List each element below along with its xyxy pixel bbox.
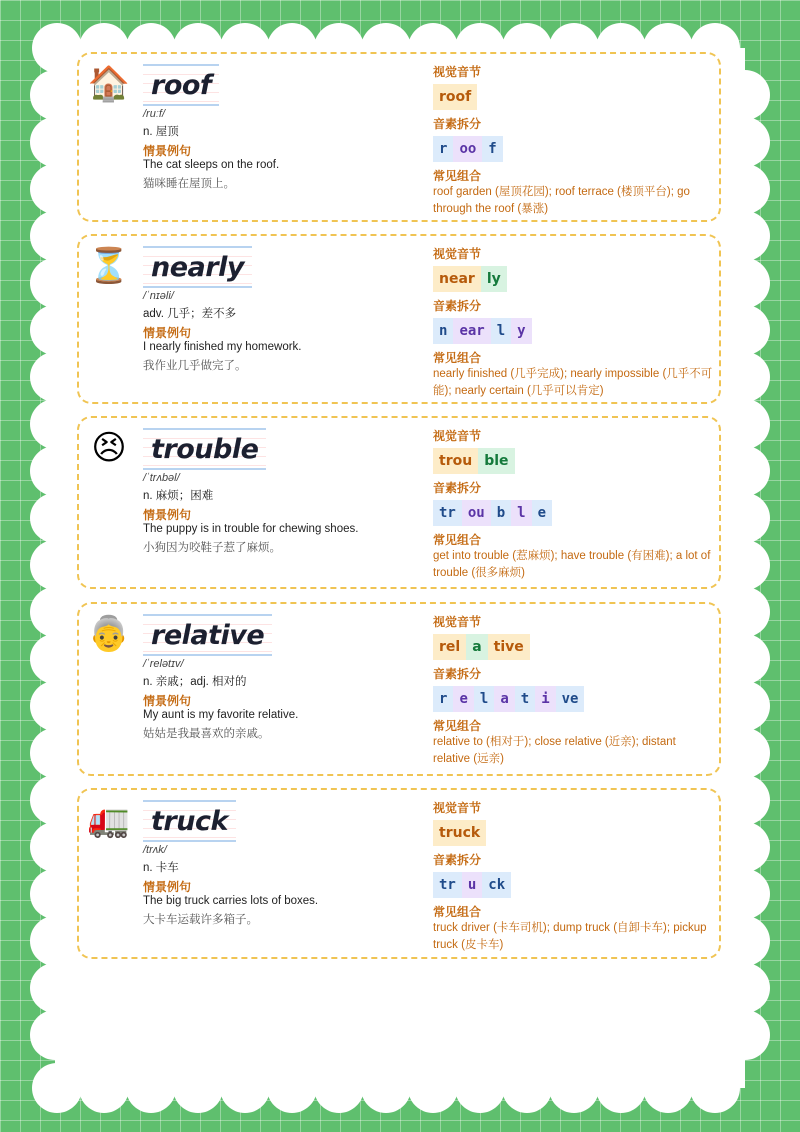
scallop-bump	[32, 1063, 82, 1113]
example-heading: 情景例句	[143, 326, 192, 340]
phoneme-chip: y	[511, 318, 531, 344]
vocabulary-card	[77, 52, 721, 222]
phoneme-split-heading: 音素拆分	[433, 117, 482, 131]
phonetic-transcription: /ˈtrʌbəl/	[143, 472, 180, 484]
word-headline: truck	[151, 805, 228, 837]
phoneme-chip: tr	[433, 500, 462, 526]
phoneme-chips	[433, 872, 715, 898]
scallop-bump	[79, 1063, 129, 1113]
scallop-bump	[720, 446, 770, 496]
phoneme-chip: a	[494, 686, 514, 712]
phonetic-transcription: /trʌk/	[143, 844, 167, 856]
word-meaning: n. 麻烦；困难	[143, 490, 214, 502]
visual-syllables-heading: 视觉音节	[433, 801, 482, 815]
common-combinations-heading: 常见组合	[433, 169, 482, 183]
phoneme-chip: u	[462, 872, 482, 898]
scallop-bump	[720, 728, 770, 778]
common-combinations-heading: 常见组合	[433, 905, 482, 919]
visual-syllables-heading: 视觉音节	[433, 65, 482, 79]
phoneme-chip: l	[511, 500, 531, 526]
scallop-bump	[690, 1063, 740, 1113]
syllable-chip: roof	[433, 84, 477, 110]
phoneme-chips	[433, 500, 715, 526]
scallop-bump	[30, 446, 80, 496]
scallop-bump	[30, 399, 80, 449]
common-combinations-heading: 常见组合	[433, 719, 482, 733]
phoneme-chip: l	[474, 686, 494, 712]
scallop-bump	[30, 305, 80, 355]
visual-syllables-heading: 视觉音节	[433, 429, 482, 443]
scallop-bump	[720, 493, 770, 543]
phonetic-transcription: /ˈrelətɪv/	[143, 658, 184, 670]
phoneme-chips	[433, 318, 715, 344]
common-combinations-heading: 常见组合	[433, 533, 482, 547]
syllable-chip: near	[433, 266, 481, 292]
scallop-bump	[30, 681, 80, 731]
phoneme-chip: oo	[453, 136, 482, 162]
scallop-bump	[720, 963, 770, 1013]
example-heading: 情景例句	[143, 694, 192, 708]
syllable-chips	[433, 820, 715, 846]
scallop-bump	[720, 587, 770, 637]
vocabulary-card	[77, 234, 721, 404]
example-sentence-en: My aunt is my favorite relative.	[143, 709, 299, 721]
word-breakdown	[433, 800, 715, 954]
scallop-bump	[30, 493, 80, 543]
example-sentence-zh: 大卡车运载许多箱子。	[143, 914, 258, 926]
phoneme-chips	[433, 686, 715, 712]
scallop-bump	[314, 1063, 364, 1113]
visual-syllables-heading: 视觉音节	[433, 247, 482, 261]
example-sentence-zh: 小狗因为咬鞋子惹了麻烦。	[143, 542, 281, 554]
scallop-bump	[502, 1063, 552, 1113]
scallop-bump	[720, 211, 770, 261]
syllable-chip: ly	[481, 266, 507, 292]
phoneme-chip: r	[433, 136, 453, 162]
phoneme-chip: e	[453, 686, 473, 712]
word-picture-icon: 🚛	[87, 801, 131, 839]
word-breakdown	[433, 614, 715, 768]
scallop-bump	[720, 540, 770, 590]
scallop-bump	[173, 1063, 223, 1113]
scallop-bump	[720, 399, 770, 449]
scallop-bump	[720, 164, 770, 214]
word-picture-icon: 👵	[87, 615, 131, 653]
scallop-bump	[30, 258, 80, 308]
word-breakdown	[433, 246, 715, 400]
phonetic-transcription: /ˈnɪəli/	[143, 290, 174, 302]
scallop-bump	[720, 305, 770, 355]
phoneme-chip: r	[433, 686, 453, 712]
visual-syllables-heading: 视觉音节	[433, 615, 482, 629]
word-headline: nearly	[151, 251, 244, 283]
phoneme-split-heading: 音素拆分	[433, 853, 482, 867]
scallop-bump	[643, 1063, 693, 1113]
syllable-chip: truck	[433, 820, 486, 846]
scallop-bump	[720, 634, 770, 684]
word-headline-box	[143, 428, 266, 470]
syllable-chip: a	[466, 634, 487, 660]
example-heading: 情景例句	[143, 880, 192, 894]
scallop-bump	[30, 70, 80, 120]
phoneme-chip: l	[491, 318, 511, 344]
phoneme-chips	[433, 136, 715, 162]
example-sentence-zh: 我作业几乎做完了。	[143, 360, 247, 372]
scallop-bump	[30, 540, 80, 590]
scallop-bump	[720, 70, 770, 120]
word-headline: relative	[151, 619, 265, 651]
scallop-bump	[408, 1063, 458, 1113]
syllable-chips	[433, 84, 715, 110]
word-picture-icon: 😣	[91, 429, 127, 467]
scallop-bump	[30, 164, 80, 214]
example-heading: 情景例句	[143, 508, 192, 522]
scallop-bump	[30, 869, 80, 919]
syllable-chip: tive	[488, 634, 530, 660]
word-headline-box	[143, 614, 272, 656]
scallop-bump	[30, 352, 80, 402]
scallop-bump	[720, 258, 770, 308]
scallop-bump	[30, 916, 80, 966]
word-headline: roof	[151, 69, 212, 101]
syllable-chip: rel	[433, 634, 466, 660]
phoneme-chip: i	[535, 686, 555, 712]
phoneme-split-heading: 音素拆分	[433, 299, 482, 313]
scallop-bump	[267, 1063, 317, 1113]
word-breakdown	[433, 428, 715, 582]
word-breakdown	[433, 64, 715, 218]
example-heading: 情景例句	[143, 144, 192, 158]
phoneme-chip: ck	[482, 872, 511, 898]
phoneme-chip: ve	[556, 686, 585, 712]
example-sentence-zh: 猫咪睡在屋顶上。	[143, 178, 235, 190]
scallop-bump	[720, 1010, 770, 1060]
word-picture-icon: ⏳	[87, 247, 131, 285]
syllable-chips	[433, 448, 715, 474]
scallop-bump	[455, 1063, 505, 1113]
scallop-bump	[220, 1063, 270, 1113]
scallop-bump	[126, 1063, 176, 1113]
common-combinations: get into trouble (惹麻烦); have trouble (有困难); a lot of trouble (很多麻烦)	[433, 550, 711, 579]
vocabulary-card	[77, 788, 721, 959]
scallop-bump	[549, 1063, 599, 1113]
scallop-bump	[361, 1063, 411, 1113]
phoneme-chip: n	[433, 318, 453, 344]
common-combinations: roof garden (屋顶花园); roof terrace (楼顶平台); go through the roof (暴涨)	[433, 186, 690, 215]
example-sentence-en: The big truck carries lots of boxes.	[143, 895, 319, 907]
scallop-bump	[30, 963, 80, 1013]
phonetic-transcription: /ruːf/	[143, 108, 166, 120]
example-sentence-zh: 姑姑是我最喜欢的亲戚。	[143, 728, 270, 740]
scallop-bump	[32, 23, 82, 73]
scallop-bump	[720, 681, 770, 731]
word-meaning: n. 屋顶	[143, 126, 179, 138]
word-meaning: adv. 几乎；差不多	[143, 308, 237, 320]
word-meaning: n. 卡车	[143, 862, 179, 874]
phoneme-chip: b	[491, 500, 511, 526]
vocabulary-card	[77, 416, 721, 589]
word-picture-icon: 🏠	[87, 65, 131, 103]
word-meaning: n. 亲戚；adj. 相对的	[143, 676, 247, 688]
syllable-chips	[433, 634, 715, 660]
word-headline-box	[143, 64, 219, 106]
scallop-bump	[720, 869, 770, 919]
scallop-bump	[720, 916, 770, 966]
common-combinations: relative to (相对于); close relative (近亲); distant relative (远亲)	[433, 736, 676, 765]
syllable-chip: trou	[433, 448, 478, 474]
scallop-bump	[30, 117, 80, 167]
scallop-bump	[30, 587, 80, 637]
scallop-bump	[720, 775, 770, 825]
scallop-bump	[30, 211, 80, 261]
phoneme-chip: tr	[433, 872, 462, 898]
common-combinations: truck driver (卡车司机); dump truck (自卸卡车); pickup truck (皮卡车)	[433, 922, 707, 951]
scallop-bump	[30, 728, 80, 778]
scallop-bump	[720, 822, 770, 872]
scallop-bump	[30, 822, 80, 872]
scallop-bump	[30, 775, 80, 825]
example-sentence-en: I nearly finished my homework.	[143, 341, 302, 353]
phoneme-chip: e	[532, 500, 552, 526]
scallop-bump	[596, 1063, 646, 1113]
phoneme-chip: ou	[462, 500, 491, 526]
phoneme-chip: t	[515, 686, 535, 712]
common-combinations: nearly finished (几乎完成); nearly impossible (几乎不可能); nearly certain (几乎可以肯定)	[433, 368, 713, 397]
phoneme-chip: f	[482, 136, 502, 162]
word-headline-box	[143, 800, 236, 842]
phoneme-split-heading: 音素拆分	[433, 667, 482, 681]
scallop-bump	[30, 634, 80, 684]
example-sentence-en: The puppy is in trouble for chewing shoes.	[143, 523, 359, 535]
example-sentence-en: The cat sleeps on the roof.	[143, 159, 280, 171]
word-headline: trouble	[151, 433, 259, 465]
vocabulary-card	[77, 602, 721, 776]
syllable-chip: ble	[478, 448, 514, 474]
syllable-chips	[433, 266, 715, 292]
phoneme-split-heading: 音素拆分	[433, 481, 482, 495]
scallop-bump	[720, 117, 770, 167]
word-headline-box	[143, 246, 252, 288]
common-combinations-heading: 常见组合	[433, 351, 482, 365]
scallop-bump	[720, 352, 770, 402]
phoneme-chip: ear	[453, 318, 490, 344]
scallop-bump	[30, 1010, 80, 1060]
